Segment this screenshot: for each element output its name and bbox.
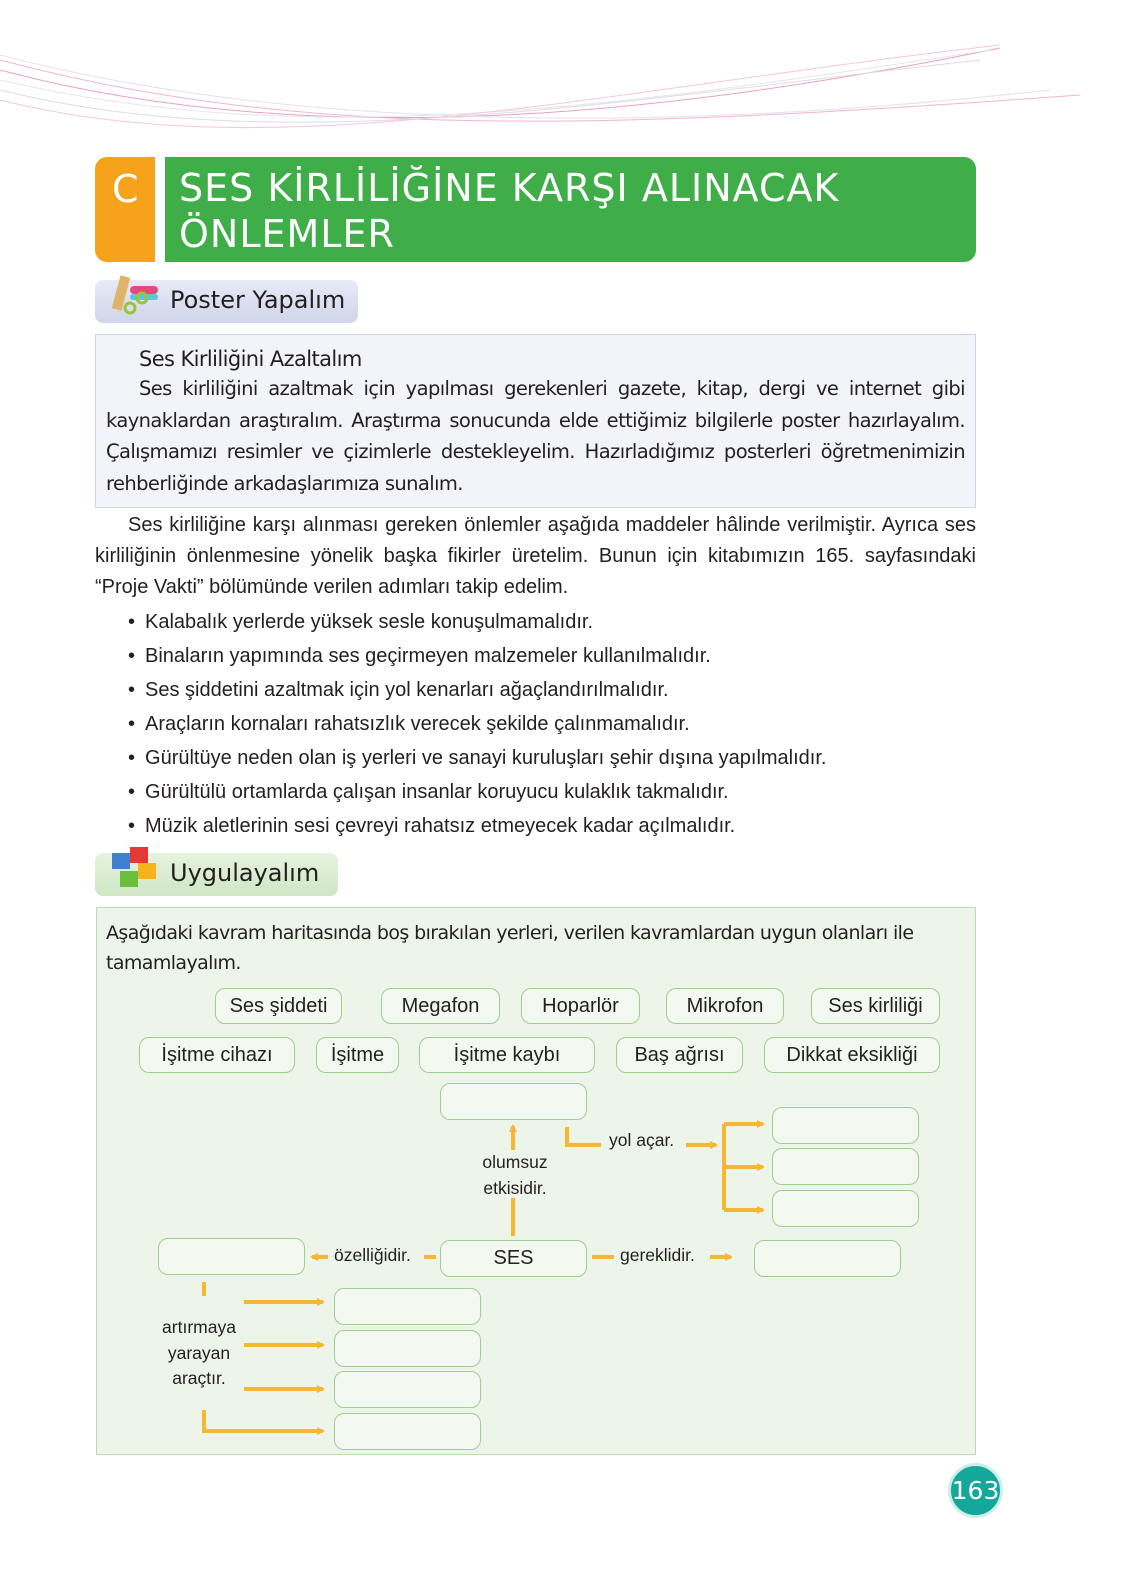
blank-slot[interactable] (772, 1190, 919, 1227)
page-number: 163 (948, 1463, 1003, 1518)
concept-chip[interactable]: İşitme kaybı (419, 1037, 595, 1073)
poster-text: Ses kirliliğini azaltmak için yapılması gerekenleri gazete, kitap, dergi ve internet gibi kaynaklardan araştıralım. Araştırma sonucunda elde ettiğimiz bilgilerle poster hazırlayalım. Çalışmamızı resimler ve çizimlerle destekleyelim. Hazırladığımız posterleri öğretmenimizin rehberliğinde arkadaşlarımıza sunalım. (106, 377, 965, 495)
list-item: • Binaların yapımında ses geçirmeyen malzemeler kullanılmalıdır. (128, 639, 826, 673)
concept-chip[interactable]: Mikrofon (666, 988, 784, 1024)
concept-chip[interactable]: Baş ağrısı (616, 1037, 743, 1073)
yol-label: yol açar. (609, 1130, 675, 1150)
blank-slot[interactable] (334, 1288, 481, 1325)
title-line-1: SES KİRLİLİĞİNE KARŞI ALINACAK (179, 166, 840, 210)
blank-slot[interactable] (772, 1107, 919, 1144)
activity-instruction: Aşağıdaki kavram haritasında boş bırakılan yerleri, verilen kavramlardan uygun olanları ile tamamlayalım. (106, 922, 914, 974)
label-line: etkisidir. (483, 1177, 547, 1198)
concept-chip[interactable]: İşitme (316, 1037, 399, 1073)
list-item: • Gürültüye neden olan iş yerleri ve sanayi kuruluşları şehir dışına yapılmalıdır. (128, 741, 826, 775)
concept-chip[interactable]: Dikkat eksikliği (764, 1037, 940, 1073)
label-line: olumsuz (482, 1152, 548, 1172)
blank-slot[interactable] (334, 1330, 481, 1367)
blank-slot[interactable] (158, 1238, 305, 1275)
list-item: • Kalabalık yerlerde yüksek sesle konuşulmamalıdır. (128, 605, 826, 639)
blank-slot[interactable] (754, 1240, 901, 1277)
concept-chip[interactable]: Megafon (381, 988, 500, 1024)
list-item: • Gürültülü ortamlarda çalışan insanlar koruyucu kulaklık takmalıdır. (128, 775, 826, 809)
activity-tab: Uygulayalım (95, 853, 338, 896)
title-line-2: ÖNLEMLER (179, 212, 395, 256)
concept-chip[interactable]: Hoparlör (521, 988, 640, 1024)
intro-paragraph: Ses kirliliğine karşı alınması gereken önlemler aşağıda maddeler hâlinde verilmiştir. Ayrıca ses kirliliğinin önlenmesine yönelik başka fikirler üretelim. Bunun için kitabımızın 165. sayfasındaki “Proje Vakti” bölümünde verilen adımları takip edelim. (95, 514, 976, 598)
blank-slot[interactable] (334, 1413, 481, 1450)
yol-connector (567, 1127, 601, 1145)
ses-node: SES (440, 1240, 587, 1277)
label-line: yarayan (167, 1342, 231, 1363)
poster-tab: Poster Yapalım (95, 280, 358, 323)
blank-slot[interactable] (440, 1083, 587, 1120)
poster-heading: Ses Kirliliğini Azaltalım (139, 347, 362, 371)
concept-chip[interactable]: Ses şiddeti (215, 988, 342, 1024)
list-item: • Araçların kornaları rahatsızlık verecek şekilde çalınmamalıdır. (128, 707, 826, 741)
concept-chip[interactable]: Ses kirliliği (811, 988, 940, 1024)
artirma-label (149, 1315, 249, 1392)
label-line: araçtır. (172, 1368, 226, 1388)
label-line: artırmaya (162, 1317, 236, 1337)
olumsuz-label (465, 1150, 565, 1201)
blank-slot[interactable] (334, 1371, 481, 1408)
list-item: • Müzik aletlerinin sesi çevreyi rahatsız etmeyecek kadar açılmalıdır. (128, 809, 826, 843)
left-arrow (204, 1410, 323, 1431)
blank-slot[interactable] (772, 1148, 919, 1185)
concept-chip[interactable]: İşitme cihazı (139, 1037, 295, 1073)
gerekli-label: gereklidir. (620, 1245, 695, 1265)
ozellik-label: özelliğidir. (334, 1245, 411, 1265)
list-item: • Ses şiddetini azaltmak için yol kenarları ağaçlandırılmalıdır. (128, 673, 826, 707)
section-letter: C (95, 157, 155, 262)
